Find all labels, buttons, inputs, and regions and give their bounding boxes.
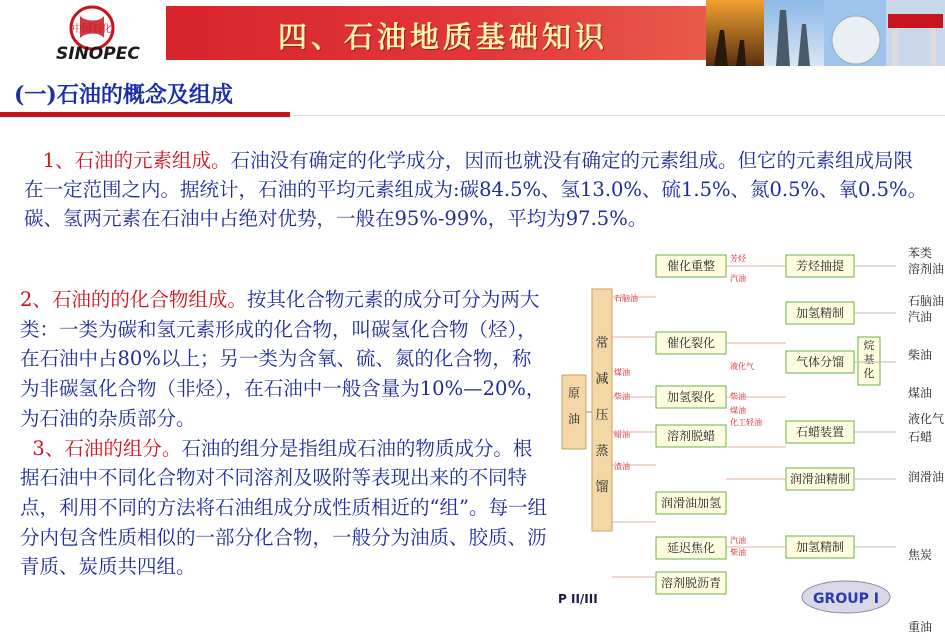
title-bar: [166, 6, 706, 60]
unit-label: 润滑油加氢: [660, 496, 722, 510]
distillation-label: 常减压蒸馏: [595, 336, 609, 495]
stream-label: 汽油: [730, 536, 746, 545]
stream-label: 煤油: [614, 368, 630, 377]
product-label: 焦炭: [908, 548, 933, 562]
unit-label: 溶剂脱沥青: [660, 576, 722, 590]
product-label: 石蜡: [908, 430, 933, 444]
stream-label: 渣油: [614, 462, 630, 471]
paragraph3-text: 石油的组分是指组成石油的物质成分。根据石油中不同化合物对不同溶剂及吸附等表现出来的不同特点，利用不同的方法将石油组成分成性质相近的“组”。每一组分内包含性质相似的一部分化合物，一般分为油质、胶质、沥青质、炭质共四组。: [20, 436, 547, 579]
section-heading: (一)石油的概念及组成: [14, 82, 233, 108]
refinery-flowchart: [556, 247, 945, 642]
group-i-label: GROUP I: [813, 591, 879, 607]
svg-text:SINOPEC: SINOPEC: [56, 44, 140, 64]
stream-label: 柴油: [730, 392, 746, 401]
paragraph2-label: 2、石油的的化合物组成。: [20, 288, 247, 311]
slide-title: 四、石油地质基础知识: [278, 20, 609, 54]
unit-label: 加氢精制: [795, 306, 845, 320]
product-label: 柴油: [908, 348, 933, 362]
product-label: 汽油: [908, 310, 933, 324]
unit-label: 润滑油精制: [789, 472, 851, 486]
svg-text:中国石化: 中国石化: [72, 24, 112, 35]
product-label: 苯类: [908, 247, 933, 260]
stream-label: 汽油: [730, 274, 746, 283]
stream-label: 柴油: [614, 392, 630, 401]
unit-label: 加氢裂化: [666, 390, 716, 404]
stream-label: 石脑油: [614, 294, 638, 303]
stream-label: 柴油: [730, 548, 746, 557]
unit-label: 加氢精制: [795, 540, 845, 554]
stream-label: 芳烃: [730, 254, 746, 263]
group-footer-fragment: P II/III: [558, 592, 598, 606]
product-label: 煤油: [908, 386, 933, 400]
paragraph3-label: 3、石油的组分。: [32, 436, 182, 460]
stream-label: 煤油: [730, 406, 746, 415]
section-divider: [290, 115, 945, 116]
paragraph2-text: 按其化合物元素的成分可分为两大类：一类为碳和氢元素形成的化合物，叫碳氢化合物（烃），在石油中占80%以上；另一类为含氧、硫、氮的化合物，称为非碳氢化合物（非烃），在石油中一般含量为10%—20%，为石油的杂质部分。: [20, 288, 546, 430]
unit-label: 催化重整: [666, 259, 716, 273]
paragraph1-label: 1、石油的元素组成。: [42, 149, 231, 172]
unit-label: 延迟焦化: [666, 541, 716, 555]
industrial-photos: [706, 0, 945, 66]
unit-label: 催化裂化: [666, 336, 716, 350]
stream-label: 蜡油: [614, 430, 630, 439]
product-label: 石脑油: [908, 294, 945, 308]
alkylation-label: 烷基化: [863, 339, 875, 380]
unit-label: 气体分馏: [795, 355, 845, 369]
product-label: 重油: [908, 620, 933, 634]
product-label: 液化气: [908, 412, 945, 426]
product-label: 润滑油: [908, 470, 945, 484]
section-underline: [0, 112, 290, 117]
feed-label: 原油: [567, 386, 581, 426]
paragraph-compounds-and-fractions: [20, 285, 548, 582]
unit-label: 溶剂脱蜡: [666, 429, 716, 443]
sinopec-logo: [50, 2, 160, 64]
unit-label: 石蜡装置: [795, 425, 845, 439]
stream-label: 化工轻油: [730, 418, 762, 427]
paragraph1-text: 石油没有确定的化学成分，因而也就没有确定的元素组成。但它的元素组成局限在一定范围之内。据统计，石油的平均元素组成为:碳84.5%、氢13.0%、硫1.5%、氮0.5%、氧0.5%。碳、氢两元素在石油中占绝对优势，一般在95%-99%，平均为97.5%。: [24, 149, 928, 230]
product-label: 溶剂油: [908, 262, 945, 276]
slide-header: [0, 0, 945, 66]
paragraph-element-composition: [24, 146, 932, 233]
stream-label: 液化气: [730, 362, 754, 371]
unit-label: 芳烃抽提: [795, 259, 845, 273]
